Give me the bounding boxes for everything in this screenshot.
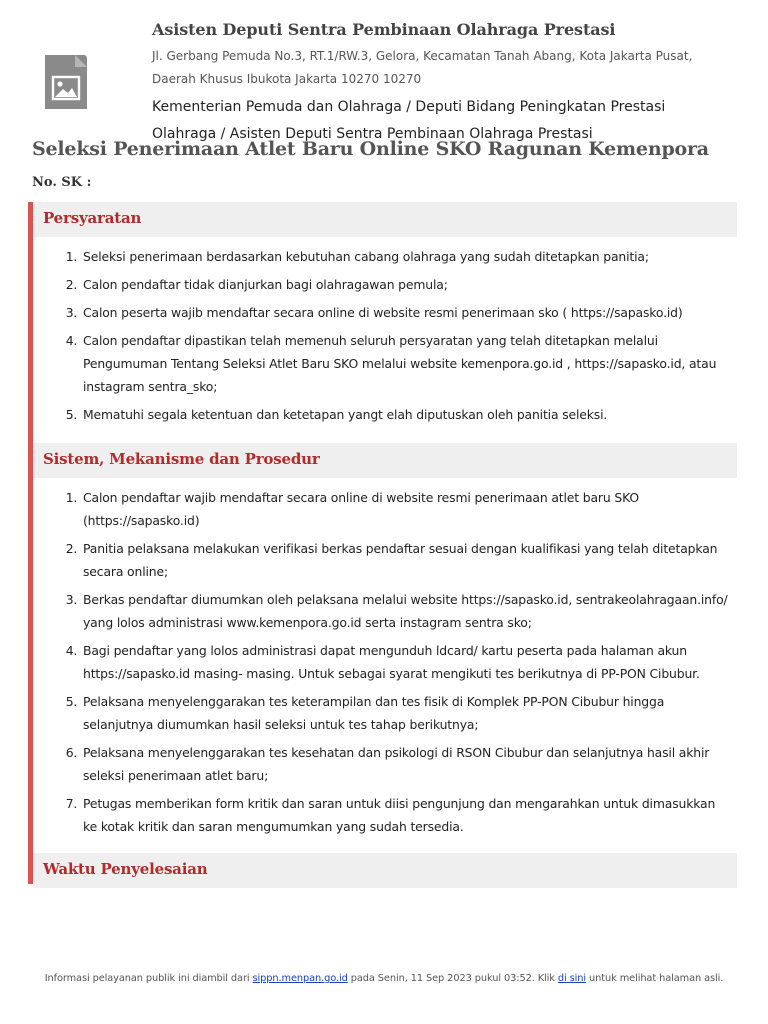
sk-number xyxy=(32,175,95,190)
ministry-breadcrumb: Kementerian Pemuda dan Olahraga / Deputi Bidang Peningkatan Prestasi Olahraga / Asisten Deputi Sentra Pembinaan Olahraga Prestasi xyxy=(152,99,666,142)
list-item: 1. Seleksi penerimaan berdasarkan kebutuhan cabang olahraga yang sudah ditetapkan panitia; xyxy=(81,245,729,268)
section-heading-persyaratan: Persyaratan xyxy=(33,202,737,237)
organization-name: Asisten Deputi Sentra Pembinaan Olahraga Prestasi xyxy=(152,20,616,39)
section-heading-waktu: Waktu Penyelesaian xyxy=(33,853,737,888)
persyaratan-list xyxy=(33,237,737,435)
list-item: 3. Berkas pendaftar diumumkan oleh pelaksana melalui website https://sapasko.id, sentrakeolahragaan.info/ yang lolos administrasi www.kemenpora.go.id serta instagram sentra sko; xyxy=(81,588,729,634)
service-info-panel xyxy=(28,202,737,884)
list-item: 7. Petugas memberikan form kritik dan saran untuk diisi pengunjung dan mengarahkan untuk dimasukkan ke kotak kritik dan saran mengumumkan yang sudah tersedia. xyxy=(81,792,729,838)
image-placeholder-icon xyxy=(45,55,87,109)
original-page-link[interactable]: di sini xyxy=(557,973,587,984)
organization-address: Jl. Gerbang Pemuda No.3, RT.1/RW.3, Gelora, Kecamatan Tanah Abang, Kota Jakarta Pusat, Daerah Khusus Ibukota Jakarta 10270 10270 xyxy=(152,49,693,86)
list-item: 2. Panitia pelaksana melakukan verifikasi berkas pendaftar sesuai dengan kualifikasi yang telah ditetapkan secara online; xyxy=(81,537,729,583)
list-item: 4. Calon pendaftar dipastikan telah memenuh seluruh persyaratan yang telah ditetapkan melalui Pengumuman Tentang Seleksi Atlet Baru SKO melalui website kemenpora.go.id , https://sapasko.id, atau instagram sentra_sko; xyxy=(81,329,729,398)
footer-middle: pada Senin, 11 Sep 2023 pukul 03:52. Klik xyxy=(350,973,555,984)
list-item: 5. Pelaksana menyelenggarakan tes keterampilan dan tes fisik di Komplek PP-PON Cibubur hingga selanjutnya diumumkan hasil seleksi untuk tes tahap berikutnya; xyxy=(81,690,729,736)
footer-prefix: Informasi pelayanan publik ini diambil dari xyxy=(44,973,250,984)
list-item: 4. Bagi pendaftar yang lolos administrasi dapat mengunduh ldcard/ kartu peserta pada halaman akun https://sapasko.id masing- masing. Untuk sebagai syarat mengikuti tes berikutnya di PP-PON Cibubur. xyxy=(81,639,729,685)
list-item: 1. Calon pendaftar wajib mendaftar secara online di website resmi penerimaan atlet baru SKO (https://sapasko.id) xyxy=(81,486,729,532)
page-title: Seleksi Penerimaan Atlet Baru Online SKO Ragunan Kemenpora xyxy=(32,138,709,160)
section-heading-sistem: Sistem, Mekanisme dan Prosedur xyxy=(33,443,737,478)
list-item: 6. Pelaksana menyelenggarakan tes kesehatan dan psikologi di RSON Cibubur dan selanjutnya hasil akhir seleksi penerimaan atlet baru; xyxy=(81,741,729,787)
list-item: 5. Mematuhi segala ketentuan dan ketetapan yangt elah diputuskan oleh panitia seleksi. xyxy=(81,403,729,426)
list-item: 3. Calon peserta wajib mendaftar secara online di website resmi penerimaan sko ( https://sapasko.id) xyxy=(81,301,729,324)
list-item: 2. Calon pendaftar tidak dianjurkan bagi olahragawan pemula; xyxy=(81,273,729,296)
page-header xyxy=(0,0,768,140)
sk-label: No. SK : xyxy=(32,175,92,190)
sistem-list xyxy=(33,478,737,847)
footer-suffix: untuk melihat halaman asli. xyxy=(589,973,724,984)
source-link[interactable]: sippn.menpan.go.id xyxy=(252,973,348,984)
logo-graphic xyxy=(45,55,87,109)
page-footer xyxy=(0,973,768,984)
